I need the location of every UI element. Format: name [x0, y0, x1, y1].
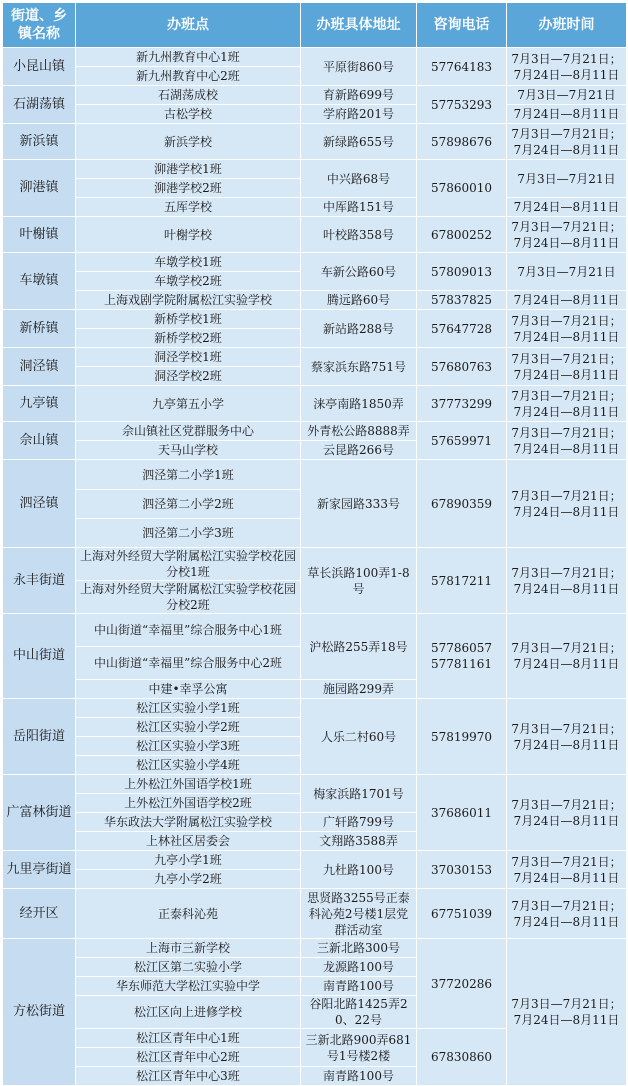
time-line: 7月24日—8月11日 [513, 235, 620, 250]
time-line: 7月3日—7月21日； [511, 388, 622, 403]
town-name: 泖港镇 [3, 160, 76, 217]
site-address: 中厍路151号 [301, 198, 417, 217]
town-name: 新浜镇 [3, 124, 76, 160]
phone-number [417, 291, 507, 310]
site-address: 三新北路300号 [301, 939, 417, 958]
phone-number [417, 124, 507, 160]
table-row [3, 386, 627, 422]
phone-number [417, 48, 507, 86]
site-name: 新桥学校2班 [76, 329, 301, 348]
time-line: 7月24日—8月11日 [513, 142, 620, 157]
site-name: 佘山镇社区党群服务中心 [76, 422, 301, 441]
time-line: 7月3日—7月21日； [511, 565, 622, 580]
site-name: 松江区向上进修学校 [76, 996, 301, 1029]
site-name: 松江区青年中心1班 [76, 1029, 301, 1048]
header-phone: 咨询电话 [417, 3, 507, 48]
site-name: 华东政法大学附属松江实验学校 [76, 813, 301, 832]
class-time [507, 310, 627, 348]
town-name: 叶榭镇 [3, 217, 76, 253]
time-line: 7月3日—7月21日； [511, 488, 622, 503]
site-name: 上海戏剧学院附属松江实验学校 [76, 291, 301, 310]
phone-line: 37030153 [430, 862, 493, 877]
town-name: 小昆山镇 [3, 48, 76, 86]
time-line: 7月24日—8月11日 [513, 293, 620, 307]
table-row [3, 699, 627, 718]
phone-line: 67751039 [430, 906, 493, 921]
site-name: 新浜学校 [76, 124, 301, 160]
town-name: 车墩镇 [3, 253, 76, 310]
town-name: 永丰街道 [3, 548, 76, 614]
town-name: 洞泾镇 [3, 348, 76, 386]
class-time [507, 198, 627, 217]
site-address: 九杜路100号 [301, 851, 417, 889]
header-row [3, 3, 627, 48]
site-address: 平原街860号 [301, 48, 417, 86]
site-name: 九亭第五小学 [76, 386, 301, 422]
site-name: 松江区实验小学3班 [76, 737, 301, 756]
phone-line: 37686011 [430, 805, 493, 820]
town-name: 九亭镇 [3, 386, 76, 422]
header-site: 办班点 [76, 3, 301, 48]
table-row [3, 217, 627, 253]
site-address: 涞亭南路1850弄 [301, 386, 417, 422]
site-name: 泗泾第二小学1班 [76, 460, 301, 490]
time-line: 7月3日—7月21日 [517, 88, 616, 102]
time-line: 7月3日—7月21日 [517, 264, 616, 279]
site-name: 石湖荡成校 [76, 86, 301, 105]
class-time [507, 160, 627, 198]
site-name: 泗泾第二小学2班 [76, 490, 301, 519]
site-name: 松江区实验小学4班 [76, 756, 301, 775]
time-line: 7月3日—7月21日； [511, 313, 622, 328]
site-name: 上林社区居委会 [76, 832, 301, 851]
site-address: 新家园路333号 [301, 460, 417, 548]
phone-line: 57860010 [430, 181, 493, 195]
class-time [507, 253, 627, 291]
table-row [3, 291, 627, 310]
site-name: 中建•幸孚公寓 [76, 680, 301, 699]
town-name: 新桥镇 [3, 310, 76, 348]
time-line: 7月3日—7月21日； [511, 425, 622, 440]
phone-number [417, 548, 507, 614]
site-name: 天马山学校 [76, 441, 301, 460]
class-time [507, 889, 627, 939]
time-line: 7月3日—7月21日； [511, 51, 622, 66]
header-address: 办班具体地址 [301, 3, 417, 48]
time-line: 7月24日—8月11日 [513, 737, 620, 752]
phone-line: 37773299 [430, 396, 493, 411]
table-row [3, 851, 627, 870]
site-address: 蔡家浜东路751号 [301, 348, 417, 386]
site-name: 上海市三新学校 [76, 939, 301, 958]
class-time [507, 105, 627, 124]
time-line: 7月3日—7月21日 [517, 171, 616, 186]
site-name: 泗泾第二小学3班 [76, 519, 301, 548]
site-name: 九亭小学2班 [76, 870, 301, 889]
table-row [3, 124, 627, 160]
class-time [507, 48, 627, 86]
site-name: 新桥学校1班 [76, 310, 301, 329]
phone-number [417, 775, 507, 851]
site-address: 育新路699号 [301, 86, 417, 105]
time-line: 7月24日—8月11日 [513, 404, 620, 419]
time-line: 7月24日—8月11日 [513, 441, 620, 456]
site-address: 沪松路255弄18号 [301, 614, 417, 680]
phone-line: 57781161 [430, 657, 493, 671]
site-address: 学府路201号 [301, 105, 417, 124]
site-name: 五厍学校 [76, 198, 301, 217]
site-name: 松江区青年中心3班 [76, 1067, 301, 1086]
phone-number [417, 348, 507, 386]
class-time [507, 851, 627, 889]
table-row [3, 889, 627, 939]
site-address: 外青松公路8888弄 [301, 422, 417, 441]
town-name: 广富林街道 [3, 775, 76, 851]
time-line: 7月3日—7月21日； [511, 351, 622, 366]
phone-number [417, 86, 507, 124]
site-address: 谷阳北路1425弄20、22号 [301, 996, 417, 1029]
site-name: 洞泾学校1班 [76, 348, 301, 367]
site-address: 车新公路60号 [301, 253, 417, 291]
site-name: 九亭小学1班 [76, 851, 301, 870]
phone-line: 57659971 [430, 433, 493, 448]
phone-number [417, 699, 507, 775]
phone-number [417, 939, 507, 1029]
site-address: 新站路288号 [301, 310, 417, 348]
site-name: 松江区实验小学1班 [76, 699, 301, 718]
table-row [3, 48, 627, 67]
site-name: 松江区第二实验小学 [76, 958, 301, 977]
phone-line: 57809013 [430, 264, 493, 279]
time-line: 7月3日—7月21日； [511, 797, 622, 812]
class-time [507, 939, 627, 1086]
class-time [507, 548, 627, 614]
phone-line: 57753293 [430, 97, 493, 112]
phone-number [417, 1029, 507, 1086]
phone-line: 57837825 [430, 293, 493, 307]
site-name: 泖港学校1班 [76, 160, 301, 179]
time-line: 7月24日—8月11日 [513, 657, 620, 671]
site-name: 上外松江外国语学校1班 [76, 775, 301, 794]
table-row [3, 160, 627, 179]
class-time [507, 699, 627, 775]
phone-line: 57786057 [430, 641, 493, 655]
table-row [3, 775, 627, 794]
time-line: 7月3日—7月21日； [511, 721, 622, 736]
phone-number [417, 217, 507, 253]
header-time: 办班时间 [507, 3, 627, 48]
site-address: 思贤路3255号正泰科沁苑2号楼1层党群活动室 [301, 889, 417, 939]
class-schedule-table [2, 2, 627, 1086]
time-line: 7月24日—8月11日 [513, 813, 620, 828]
class-time [507, 291, 627, 310]
phone-number [417, 160, 507, 217]
class-time [507, 775, 627, 851]
site-name: 上海对外经贸大学附属松江实验学校花园分校1班 [76, 548, 301, 581]
site-name: 古松学校 [76, 105, 301, 124]
site-name: 新九州教育中心1班 [76, 48, 301, 67]
town-name: 方松街道 [3, 939, 76, 1086]
table-body [3, 48, 627, 1086]
class-time [507, 422, 627, 460]
site-name: 中山街道“幸福里”综合服务中心1班 [76, 614, 301, 647]
phone-line: 57680763 [430, 359, 493, 374]
site-address: 南青路100号 [301, 1067, 417, 1086]
time-line: 7月3日—7月21日； [511, 126, 622, 141]
time-line: 7月24日—8月11日 [513, 67, 620, 82]
time-line: 7月3日—7月21日； [511, 997, 622, 1011]
phone-line: 57647728 [430, 321, 493, 336]
time-line: 7月24日—8月11日 [513, 107, 620, 121]
town-name: 经开区 [3, 889, 76, 939]
phone-line: 57764183 [430, 59, 493, 74]
phone-number [417, 614, 507, 699]
phone-line: 67800252 [430, 227, 493, 242]
class-time [507, 460, 627, 548]
phone-number [417, 253, 507, 291]
site-name: 正泰科沁苑 [76, 889, 301, 939]
site-address: 草长浜路100弄1-8号 [301, 548, 417, 614]
table-row [3, 253, 627, 272]
class-time [507, 614, 627, 699]
site-address: 云昆路266号 [301, 441, 417, 460]
phone-number [417, 386, 507, 422]
town-name: 石湖荡镇 [3, 86, 76, 124]
site-name: 洞泾学校2班 [76, 367, 301, 386]
site-address: 三新北路900弄681号1号楼2楼 [301, 1029, 417, 1067]
class-time [507, 386, 627, 422]
class-time [507, 124, 627, 160]
class-time [507, 217, 627, 253]
time-line: 7月3日—7月21日； [511, 641, 622, 655]
phone-line: 67830860 [430, 1050, 493, 1064]
site-address: 广轩路799号 [301, 813, 417, 832]
time-line: 7月24日—8月11日 [513, 504, 620, 519]
town-name: 九里亭街道 [3, 851, 76, 889]
table-row [3, 460, 627, 490]
time-line: 7月24日—8月11日 [513, 581, 620, 596]
table-row [3, 548, 627, 581]
site-address: 腾远路60号 [301, 291, 417, 310]
phone-number [417, 851, 507, 889]
table-row [3, 939, 627, 958]
site-name: 华东师范大学松江实验中学 [76, 977, 301, 996]
time-line: 7月3日—7月21日； [511, 854, 622, 869]
site-address: 施园路299弄 [301, 680, 417, 699]
site-name: 新九州教育中心2班 [76, 67, 301, 86]
site-address: 中兴路68号 [301, 160, 417, 198]
site-name: 车墩学校2班 [76, 272, 301, 291]
header-town: 街道、乡镇名称 [3, 3, 76, 48]
phone-line: 57898676 [430, 134, 493, 149]
town-name: 泗泾镇 [3, 460, 76, 548]
phone-line: 67890359 [430, 496, 493, 511]
site-address: 梅家浜路1701号 [301, 775, 417, 813]
site-name: 松江区青年中心2班 [76, 1048, 301, 1067]
class-time [507, 86, 627, 105]
phone-line: 57819970 [430, 729, 493, 744]
site-address: 南青路100号 [301, 977, 417, 996]
site-address: 文翔路3588弄 [301, 832, 417, 851]
site-name: 松江区实验小学2班 [76, 718, 301, 737]
town-name: 中山街道 [3, 614, 76, 699]
time-line: 7月24日—8月11日 [513, 367, 620, 382]
time-line: 7月24日—8月11日 [513, 329, 620, 344]
phone-line: 37720286 [430, 976, 493, 991]
site-name: 上海对外经贸大学附属松江实验学校花园分校2班 [76, 581, 301, 614]
phone-line: 57817211 [430, 573, 493, 588]
time-line: 7月3日—7月21日； [511, 219, 622, 234]
table-row [3, 310, 627, 329]
site-address: 新绿路655号 [301, 124, 417, 160]
time-line: 7月3日—7月21日； [511, 898, 622, 913]
phone-number [417, 310, 507, 348]
time-line: 7月24日—8月11日 [513, 200, 620, 214]
class-time [507, 348, 627, 386]
town-name: 岳阳街道 [3, 699, 76, 775]
time-line: 7月24日—8月11日 [513, 1013, 620, 1027]
schedule-sheet [2, 2, 627, 1086]
table-row [3, 614, 627, 647]
phone-number [417, 889, 507, 939]
table-row [3, 105, 627, 124]
table-row [3, 86, 627, 105]
site-name: 叶榭学校 [76, 217, 301, 253]
phone-number [417, 460, 507, 548]
time-line: 7月24日—8月11日 [513, 870, 620, 885]
site-address: 人乐二村60号 [301, 699, 417, 775]
town-name: 佘山镇 [3, 422, 76, 460]
site-address: 叶校路358号 [301, 217, 417, 253]
table-row [3, 348, 627, 367]
site-name: 车墩学校1班 [76, 253, 301, 272]
site-name: 上外松江外国语学校2班 [76, 794, 301, 813]
site-address: 龙源路100号 [301, 958, 417, 977]
table-row [3, 198, 627, 217]
site-name: 泖港学校2班 [76, 179, 301, 198]
phone-number [417, 422, 507, 460]
site-name: 中山街道“幸福里”综合服务中心2班 [76, 647, 301, 680]
time-line: 7月24日—8月11日 [513, 914, 620, 929]
table-row [3, 422, 627, 441]
